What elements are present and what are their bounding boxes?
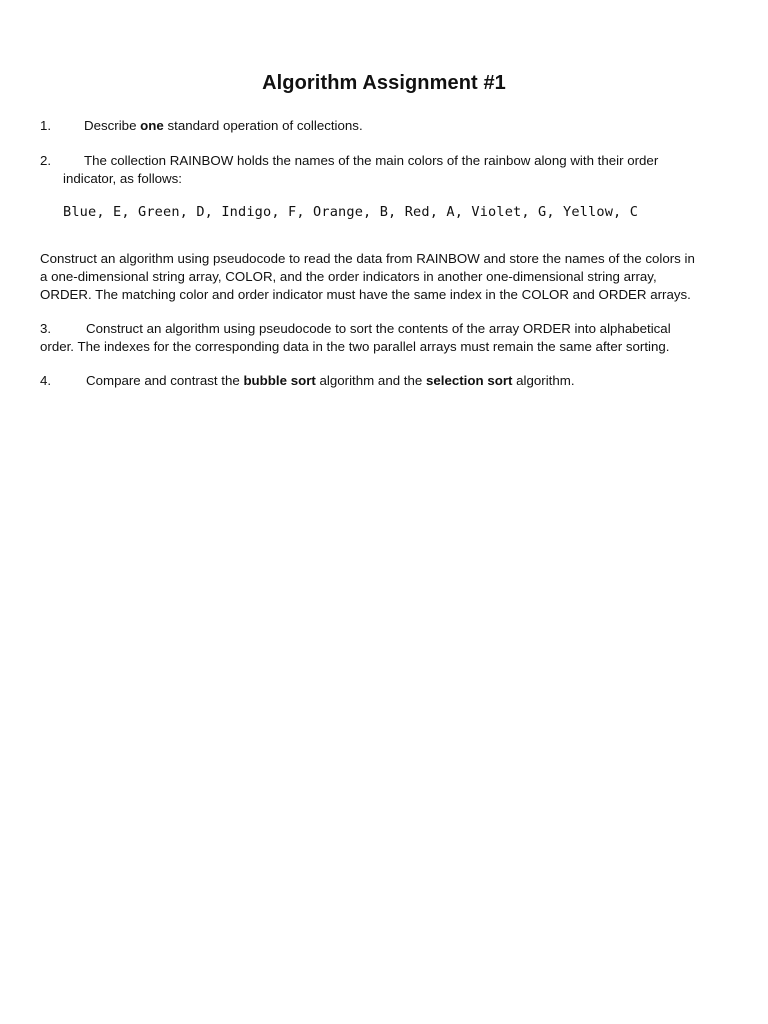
q4-number: 4. bbox=[40, 373, 52, 388]
q4-text bbox=[86, 372, 575, 390]
q2-line2: indicator, as follows: bbox=[63, 171, 182, 186]
q4-text-middle: algorithm and the bbox=[315, 373, 426, 388]
q1-text bbox=[84, 117, 363, 135]
rainbow-data-line: Blue, E, Green, D, Indigo, F, Orange, B, Red, A, Violet, G, Yellow, C bbox=[63, 204, 639, 220]
q1-text-before: Describe bbox=[84, 118, 141, 133]
q1-number: 1. bbox=[40, 118, 52, 133]
q2-line1: The collection RAINBOW holds the names of the main colors of the rainbow along with their order bbox=[84, 153, 659, 168]
page-title: Algorithm Assignment #1 bbox=[262, 72, 506, 94]
q1-bold: one bbox=[140, 118, 164, 133]
q4-text-before: Compare and contrast the bbox=[86, 373, 244, 388]
q4-text-after: algorithm. bbox=[512, 373, 575, 388]
q3-line2: order. The indexes for the corresponding data in the two parallel arrays must remain the same after sorting. bbox=[40, 339, 670, 354]
q2-para-line2: a one-dimensional string array, COLOR, and the order indicators in another one-dimensional string array, bbox=[40, 269, 657, 284]
q2-para-line1: Construct an algorithm using pseudocode to read the data from RAINBOW and store the names of the colors in bbox=[40, 251, 695, 266]
q3-line1: Construct an algorithm using pseudocode to sort the contents of the array ORDER into alphabetical bbox=[86, 321, 671, 336]
q1-text-after: standard operation of collections. bbox=[163, 118, 363, 133]
q4-bold-selection-sort: selection sort bbox=[425, 373, 513, 388]
q2-para-line3: ORDER. The matching color and order indicator must have the same index in the COLOR and ORDER arrays. bbox=[40, 287, 691, 302]
q2-number: 2. bbox=[40, 153, 52, 168]
q3-number: 3. bbox=[40, 321, 52, 336]
q4-bold-bubble-sort: bubble sort bbox=[243, 373, 316, 388]
